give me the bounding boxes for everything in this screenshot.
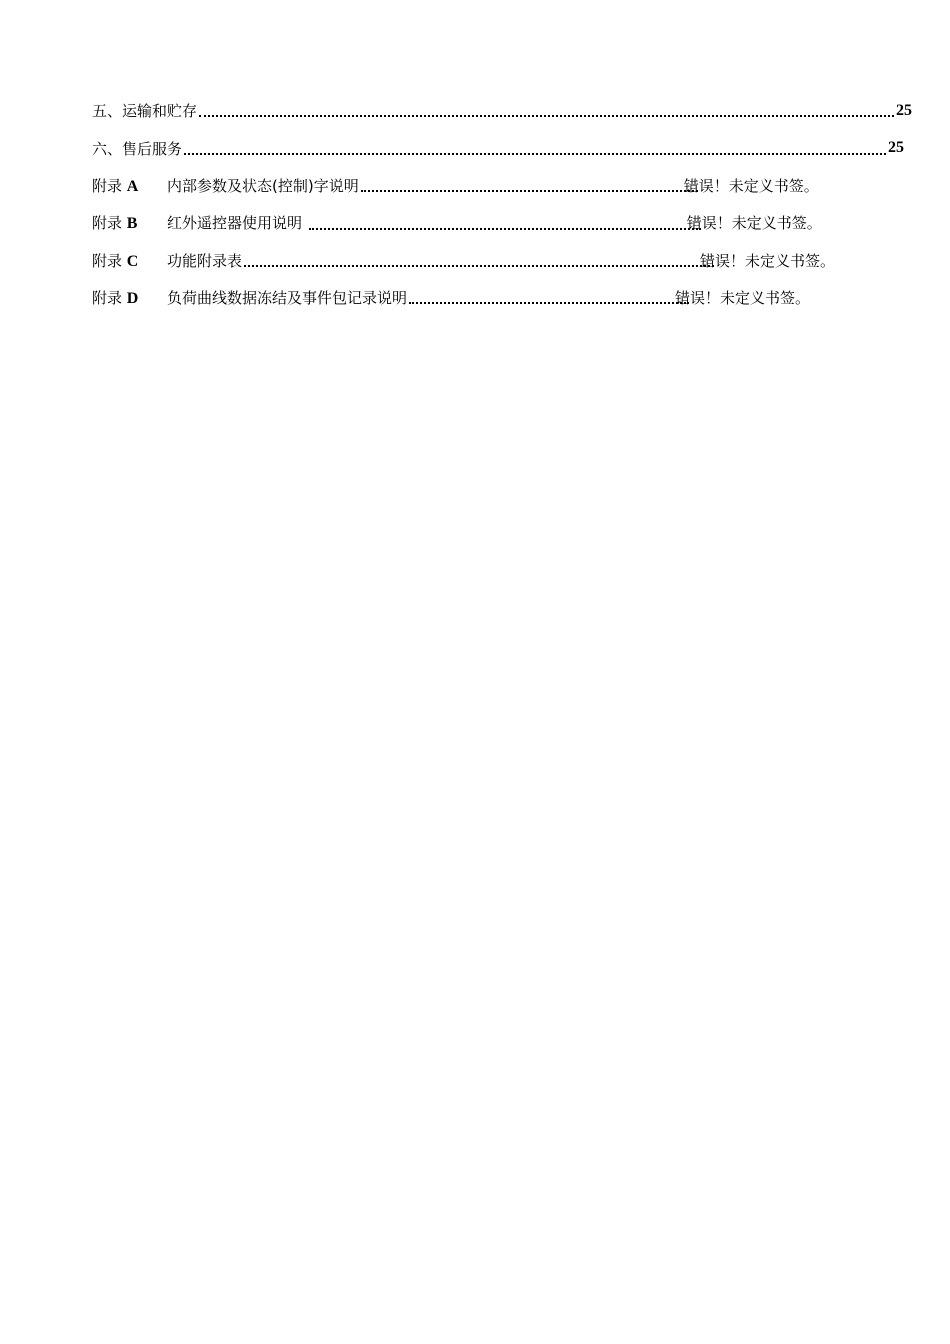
toc-dot-leader (244, 251, 714, 267)
appendix-prefix (92, 212, 167, 233)
appendix-prefix-word: 附录 (92, 176, 123, 195)
appendix-title: 负荷曲线数据冻结及事件包记录说明 (167, 289, 408, 308)
appendix-prefix (92, 250, 167, 271)
toc-dot-leader (409, 288, 689, 304)
appendix-title: 内部参数及状态(控制)字说明 (167, 176, 359, 195)
toc-page-number: 25 (896, 101, 912, 119)
appendix-title: 功能附录表 (167, 251, 243, 270)
toc-dot-leader (309, 214, 701, 230)
appendix-prefix-letter: A (126, 177, 139, 195)
toc-dot-leader (184, 139, 886, 155)
appendix-prefix-word: 附录 (92, 289, 123, 308)
toc-entry-label: 五、运输和贮存 (92, 102, 198, 121)
bookmark-error-text: 错误！未定义书签。 (686, 214, 822, 233)
appendix-prefix-letter: D (126, 290, 139, 308)
toc-page-number: 25 (888, 139, 904, 157)
appendix-prefix-letter: B (126, 215, 138, 233)
toc-entry-appendix-b[interactable] (92, 204, 912, 241)
appendix-prefix-word: 附录 (92, 251, 123, 270)
appendix-prefix (92, 175, 167, 196)
bookmark-error-text: 错误！未定义书签。 (683, 176, 819, 195)
toc-entry-label: 六、售后服务 (92, 139, 183, 158)
toc-dot-leader (199, 101, 894, 117)
toc-dot-leader (361, 176, 698, 192)
toc-entry-transport-storage[interactable] (92, 92, 912, 129)
bookmark-error-text: 错误！未定义书签。 (700, 251, 836, 270)
toc-entry-appendix-c[interactable] (92, 242, 912, 279)
bookmark-error-text: 错误！未定义书签。 (675, 289, 811, 308)
appendix-prefix (92, 287, 167, 308)
toc-entry-appendix-a[interactable] (92, 167, 912, 204)
appendix-prefix-word: 附录 (92, 214, 123, 233)
toc-entry-appendix-d[interactable] (92, 279, 912, 316)
appendix-prefix-letter: C (126, 252, 139, 270)
appendix-title: 红外遥控器使用说明 (167, 214, 307, 233)
table-of-contents (92, 92, 912, 316)
toc-entry-after-sales[interactable] (92, 129, 904, 166)
